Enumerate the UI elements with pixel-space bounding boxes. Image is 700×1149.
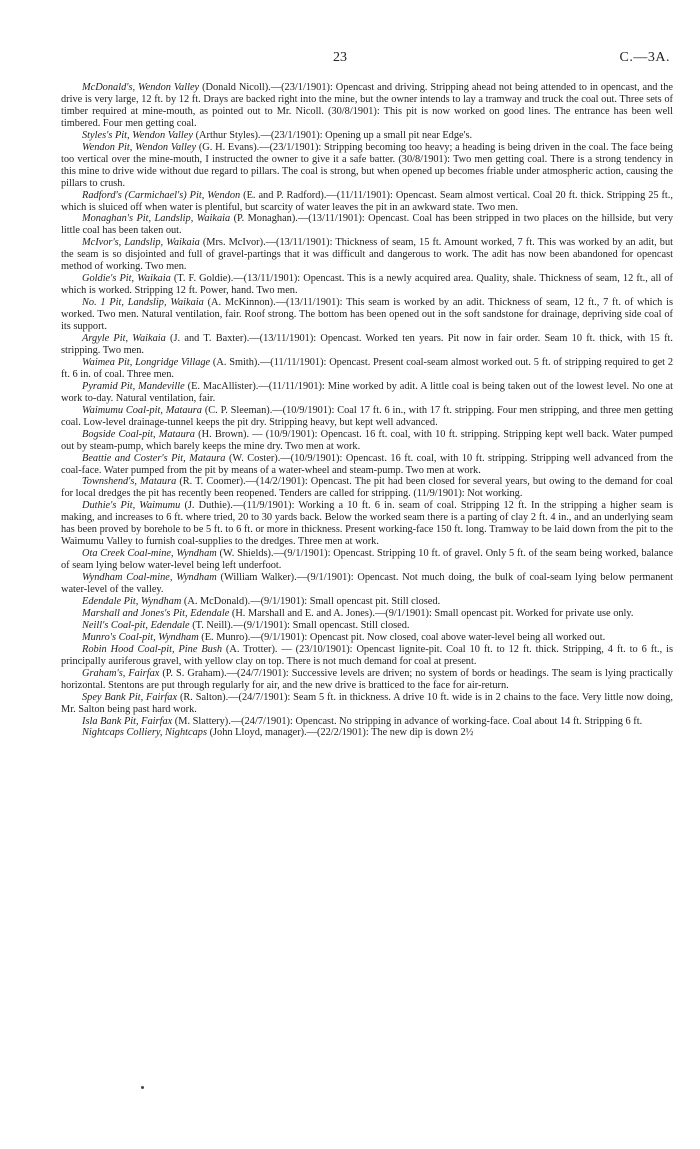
paragraph-text: (M. Slattery).—(24/7/1901): Opencast. No stripping in advance of working-face. Coal about 14 ft. Stripping 6 ft. <box>172 715 643 727</box>
report-paragraph <box>61 572 673 596</box>
mine-name: Waimumu Coal-pit, Mataura <box>82 404 202 416</box>
paragraph-text: (E. MacAllister).—(11/11/1901): Mine worked by adit. A little coal is being taken out of the lowest level. No one at work to-day. Natural ventilation, fair. <box>61 380 673 404</box>
report-paragraph <box>61 692 673 716</box>
report-paragraph <box>61 727 673 739</box>
paragraph-text: (H. Brown). — (10/9/1901): Opencast. 16 ft. coal, with 10 ft. stripping. Stripping kept well back. Water pumped out by steam-pump, which barely keeps the mine dry. Two men at work. <box>61 428 673 452</box>
paragraph-text: (P. S. Graham).—(24/7/1901): Successive levels are driven; no system of bords or headings. The seam is lying practically horizontal. Stentons are put through regularly for air, and the new drive is bratticed to the face for air-return. <box>61 667 673 691</box>
report-paragraph <box>61 500 673 548</box>
report-paragraph <box>61 608 673 620</box>
mine-name: Spey Bank Pit, Fairfax <box>82 691 178 703</box>
paragraph-text: (T. Neill).—(9/1/1901): Small opencast. Still closed. <box>189 619 410 631</box>
mine-name: Argyle Pit, Waikaia <box>82 333 166 345</box>
paragraph-text: (J. Duthie).—(11/9/1901): Working a 10 ft. 6 in. seam of coal. Stripping 12 ft. In the stripping a higher seam is making, and increases to 6 ft. where tried, 20 to 30 yards back. Below the worked seam there is a parting of clay 2 ft. 4 in., and an underlying seam has been proved by borehole to be 5 ft. to 6 ft. or more in thickness. Present working-face 150 ft. long. Tramway to be laid down from the pit to the Waimumu Valley to furnish coal-supplies to the dredges. Three men at work. <box>61 500 673 548</box>
document-reference: C.—3A. <box>619 50 670 65</box>
mine-name: Bogside Coal-pit, Mataura <box>82 428 195 440</box>
mine-name: Duthie's Pit, Waimumu <box>82 500 181 512</box>
report-paragraph <box>61 429 673 453</box>
paragraph-text: (Donald Nicoll).—(23/1/1901): Opencast and driving. Stripping ahead not being attended to in opencast, and the drive is very large, 12 ft. by 12 ft. Drays are backed right into the mine, but the owner intends to lay a tramway and truck the coal out. Three sets of timber required at mine-mouth, as pointed out to Mr. Nicoll. (30/8/1901): This pit is now worked on good lines. The entrance has been well timbered. Four men getting coal. <box>61 82 674 129</box>
mine-name: Ota Creek Coal-mine, Wyndham <box>82 548 217 560</box>
paragraph-text: (A. Trotter). — (23/10/1901): Opencast lignite-pit. Coal 10 ft. to 12 ft. thick. Stripping, 4 ft. to 6 ft., is principally auriferous gravel, with yellow clay on top. There is not much demand for coal at present. <box>61 643 673 667</box>
paragraph-text: (John Lloyd, manager).—(22/2/1901): The new dip is down 2½ <box>207 727 474 739</box>
report-paragraph <box>61 644 673 668</box>
paragraph-text: (E. and P. Radford).—(11/11/1901): Opencast. Seam almost vertical. Coal 20 ft. thick. Stripping 25 ft., which is sluiced off when water is plentiful, but scarcity of water leaves the pit in an awkward state. Two men. <box>61 189 673 213</box>
paragraph-text: (W. Shields).—(9/1/1901): Opencast. Stripping 10 ft. of gravel. Only 5 ft. of the seam being worked, balance of seam lying below water-level being left underfoot. <box>61 548 673 572</box>
mine-name: Wyndham Coal-mine, Wyndham <box>82 572 217 584</box>
paragraph-text: (A. Smith).—(11/11/1901): Opencast. Present coal-seam almost worked out. 5 ft. of stripping required to get 2 ft. 6 in. of coal. Three men. <box>61 356 673 380</box>
paragraph-text: (Arthur Styles).—(23/1/1901): Opening up a small pit near Edge's. <box>193 129 473 141</box>
paragraph-text: (A. McDonald).—(9/1/1901): Small opencast pit. Still closed. <box>181 595 441 607</box>
paragraph-text: (E. Munro).—(9/1/1901): Opencast pit. Now closed, coal above water-level being all worked out. <box>198 631 606 643</box>
report-paragraph <box>61 142 673 190</box>
mine-name: No. 1 Pit, Landslip, Waikaia <box>82 297 204 309</box>
report-paragraph <box>61 297 673 333</box>
report-paragraph <box>61 632 673 644</box>
page-number: 23 <box>333 50 347 65</box>
report-paragraph <box>61 237 673 273</box>
mine-name: Graham's, Fairfax <box>82 667 160 679</box>
report-paragraph <box>61 381 673 405</box>
report-body <box>61 82 673 739</box>
mine-name: Goldie's Pit, Waikaia <box>82 273 171 285</box>
mine-name: Neill's Coal-pit, Edendale <box>82 619 190 631</box>
paragraph-text: (C. P. Sleeman).—(10/9/1901): Coal 17 ft. 6 in., with 17 ft. stripping. Four men stripping, and three men getting coal. Low-level drainage-tunnel keeps the pit dry. Stripping heavy, but kept well advanced. <box>61 404 673 428</box>
paragraph-text: (Mrs. McIvor).—(13/11/1901): Thickness of seam, 15 ft. Amount worked, 7 ft. This was worked by an adit, but the seam is so disjointed and full of gravel-partings that it was difficult and dangerous to work. The adit has now been abandoned for opencast method of working. Two men. <box>61 237 673 273</box>
report-paragraph <box>61 357 673 381</box>
mine-name: Pyramid Pit, Mandeville <box>82 380 185 392</box>
paragraph-text: (J. and T. Baxter).—(13/11/1901): Opencast. Worked ten years. Pit now in fair order. Seam 10 ft. thick, with 15 ft. stripping. Two men. <box>61 333 673 356</box>
mine-name: Edendale Pit, Wyndham <box>82 595 182 607</box>
paragraph-text: (H. Marshall and E. and A. Jones).—(9/1/1901): Small opencast pit. Worked for private use only. <box>229 607 634 619</box>
mine-name: Radford's (Carmichael's) Pit, Wendon <box>82 189 241 201</box>
report-paragraph <box>61 190 673 214</box>
mine-name: Munro's Coal-pit, Wyndham <box>82 631 199 643</box>
paragraph-text: (R. Salton).—(24/7/1901): Seam 5 ft. in thickness. A drive 10 ft. wide is in 2 chains to the face. Very little now doing, Mr. Salton being past hard work. <box>61 691 673 715</box>
paragraph-text: (T. F. Goldie).—(13/11/1901): Opencast. This is a newly acquired area. Quality, shale. Thickness of seam, 12 ft., all of which is worked. Stripping 12 ft. Power, hand. Two men. <box>61 273 673 297</box>
mine-name: Wendon Pit, Wendon Valley <box>82 141 197 153</box>
report-paragraph <box>61 668 673 692</box>
mine-name: Nightcaps Colliery, Nightcaps <box>82 727 207 739</box>
report-paragraph <box>61 333 673 357</box>
mine-name: Marshall and Jones's Pit, Edendale <box>82 607 230 619</box>
paragraph-text: (R. T. Coomer).—(14/2/1901): Opencast. The pit had been closed for several years, but owing to the demand for coal for local dredges the pit has recently been reopened. Tenders are called for stripping. (11/9/1901): Not working. <box>61 476 673 500</box>
paragraph-text: (W. Coster).—(10/9/1901): Opencast. 16 ft. coal, with 10 ft. stripping. Stripping well advanced from the coal-face. Water pumped from the pit by means of a water-wheel and steam-pump. Two men at work. <box>61 452 673 476</box>
mine-name: Waimea Pit, Longridge Village <box>82 356 211 368</box>
report-paragraph <box>61 548 673 572</box>
stray-mark <box>141 1086 144 1089</box>
paragraph-text: (William Walker).—(9/1/1901): Opencast. Not much doing, the bulk of coal-seam lying below permanent water-level of the valley. <box>61 572 673 596</box>
mine-name: Townshend's, Mataura <box>82 476 177 488</box>
mine-name: Isla Bank Pit, Fairfax <box>82 715 173 727</box>
report-paragraph <box>61 620 673 632</box>
paragraph-text: (G. H. Evans).—(23/1/1901): Stripping becoming too heavy; a heading is being driven in the coal. The face being too vertical over the mine-mouth, I instructed the owner to give it a safe batter. (30/8/1901): Two men getting coal. There is a strong tendency in this mine to drive wide without due regard to pillars. The coal is strong, but when opened up becomes friable under atmospheric action, causing the pillars to crush. <box>61 141 673 189</box>
mine-name: Monaghan's Pit, Landslip, Waikaia <box>82 213 231 225</box>
report-paragraph <box>61 82 673 130</box>
mine-name: McDonald's, Wendon Valley <box>82 82 200 93</box>
mine-name: McIvor's, Landslip, Waikaia <box>82 237 200 249</box>
report-paragraph <box>61 130 673 142</box>
report-paragraph <box>61 453 673 477</box>
paragraph-text: (P. Monaghan).—(13/11/1901): Opencast. Coal has been stripped in two places on the hillside, but very little coal has been taken out. <box>61 213 673 237</box>
report-paragraph <box>61 213 673 237</box>
mine-name: Beattie and Coster's Pit, Mataura <box>82 452 226 464</box>
paragraph-text: (A. McKinnon).—(13/11/1901): This seam is worked by an adit. Thickness of seam, 12 ft., 7 ft. of which is worked. Two men. Natural ventilation, fair. Roof strong. The bottom has been opened out in the soft sandstone for drainage, depriving side coal of its support. <box>61 297 673 333</box>
report-paragraph <box>61 596 673 608</box>
mine-name: Robin Hood Coal-pit, Pine Bush <box>82 643 223 655</box>
report-paragraph <box>61 405 673 429</box>
mine-name: Styles's Pit, Wendon Valley <box>82 129 193 141</box>
report-paragraph <box>61 476 673 500</box>
report-paragraph <box>61 273 673 297</box>
report-paragraph <box>61 716 673 728</box>
